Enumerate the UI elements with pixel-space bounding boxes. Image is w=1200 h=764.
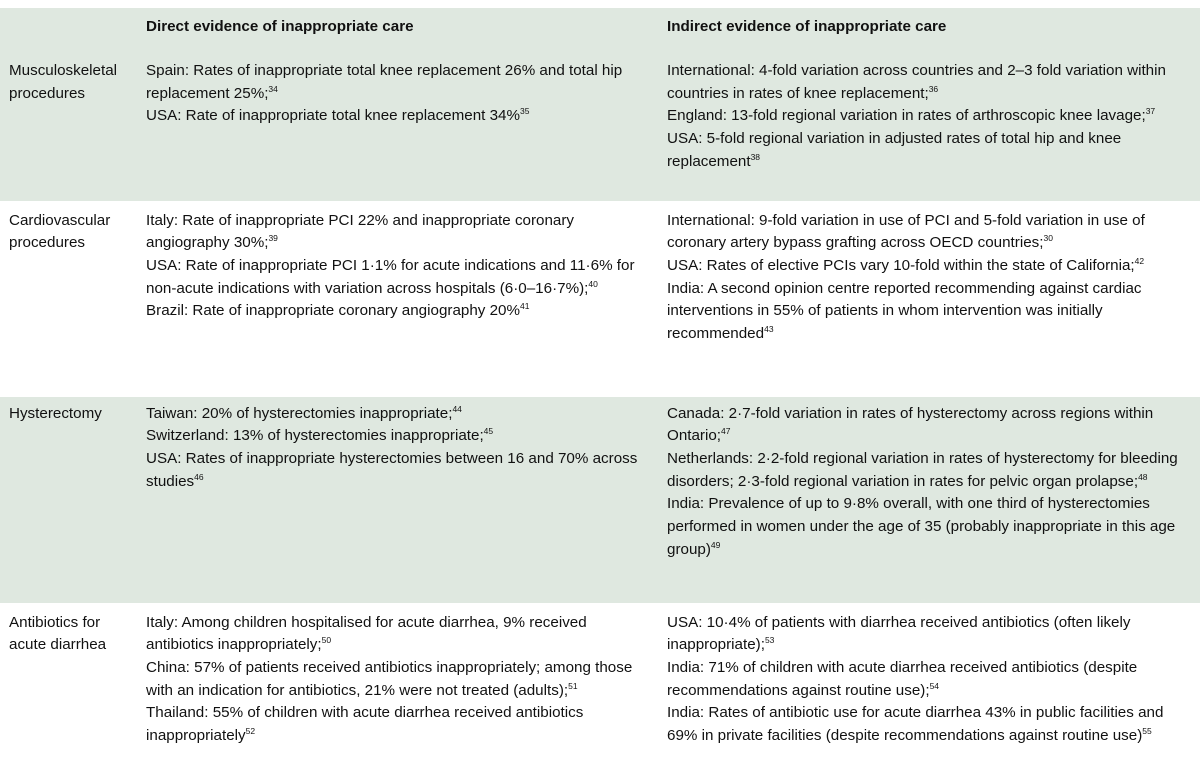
indirect-evidence-cell [667,395,1200,604]
reference-number: 46 [194,471,204,482]
reference-number: 35 [520,106,530,117]
evidence-item [146,105,657,128]
table-header-row [0,8,1200,54]
direct-evidence-cell [146,395,667,604]
reference-number: 52 [245,725,256,736]
evidence-text: USA: Rates of inappropriate hysterectomies between 16 and 70% across studies [146,449,638,490]
evidence-text: USA: Rates of elective PCIs vary 10-fold within the state of California; [667,256,1135,274]
reference-number: 36 [928,83,939,94]
evidence-text: India: Prevalence of up to 9·8% overall, with one third of hysterectomies performed in women under the age of 35 (probably inappropriate in this age group) [667,495,1176,558]
evidence-text: USA: Rate of inappropriate total knee replacement 34% [146,107,520,125]
procedure-cell [0,604,146,764]
evidence-item [667,60,1186,105]
evidence-item [667,493,1186,561]
evidence-text: Italy: Among children hospitalised for acute diarrhea, 9% received antibiotics inappropriately; [146,613,587,654]
evidence-item [667,657,1186,702]
table-row [0,54,1200,202]
evidence-item [146,702,657,747]
indirect-evidence-cell [667,202,1200,395]
evidence-item [667,255,1186,278]
reference-number: 37 [1145,106,1156,117]
evidence-item [146,403,657,426]
reference-number: 45 [483,426,494,437]
table-row [0,395,1200,604]
evidence-item [667,278,1186,346]
evidence-item [667,105,1186,128]
evidence-item [146,210,657,255]
top-margin [0,0,1200,8]
reference-number: 43 [764,323,774,334]
reference-number: 42 [1134,255,1145,266]
reference-number: 54 [929,680,940,691]
reference-number: 30 [1043,233,1053,244]
evidence-text: Brazil: Rate of inappropriate coronary angiography 20% [146,302,520,320]
evidence-item [667,448,1186,493]
header-procedure [0,8,146,54]
reference-number: 44 [452,403,462,414]
evidence-item [146,425,657,448]
evidence-text: USA: Rate of inappropriate PCI 1·1% for acute indications and 11·6% for non-acute indications with variation across hospitals (6·0–16·7%); [146,256,635,297]
evidence-item [667,612,1186,657]
direct-evidence-cell [146,54,667,202]
table-row [0,604,1200,764]
direct-evidence-cell [146,202,667,395]
reference-number: 49 [710,539,721,550]
procedure-label: Hysterectomy [9,404,102,422]
indirect-evidence-cell [667,54,1200,202]
evidence-item [667,210,1186,255]
evidence-item [146,612,657,657]
indirect-evidence-cell [667,604,1200,764]
reference-number: 39 [268,233,278,244]
header-direct-evidence: Direct evidence of inappropriate care [146,18,414,35]
procedure-label: acute diarrhea [9,636,107,654]
evidence-item [146,255,657,300]
evidence-item [146,448,657,493]
evidence-text: USA: 10·4% of patients with diarrhea received antibiotics (often likely inappropriate); [667,613,1131,654]
evidence-text: India: 71% of children with acute diarrhea received antibiotics (despite recommendations against routine use); [667,658,1138,699]
evidence-text: Canada: 2·7-fold variation in rates of hysterectomy across regions within Ontario; [667,404,1154,445]
evidence-text: India: A second opinion centre reported recommending against cardiac interventions in 55% of patients in whom intervention was initially recommended [667,279,1142,343]
procedure-label: Musculoskeletal [9,62,118,79]
evidence-item [146,300,657,323]
reference-number: 40 [588,278,598,289]
evidence-text: USA: 5-fold regional variation in adjusted rates of total hip and knee replacement [667,130,1122,170]
procedure-label: procedures [9,84,85,102]
procedure-cell [0,395,146,604]
evidence-text: Italy: Rate of inappropriate PCI 22% and inappropriate coronary angiography 30%; [146,211,575,252]
header-indirect-evidence: Indirect evidence of inappropriate care [667,18,947,35]
evidence-text: Taiwan: 20% of hysterectomies inappropriate; [146,404,453,422]
procedure-label: Cardiovascular [9,211,111,229]
evidence-text: International: 9-fold variation in use of PCI and 5-fold variation in use of coronary artery bypass grafting across OECD countries; [667,211,1145,252]
direct-evidence-cell [146,604,667,764]
procedure-cell [0,202,146,395]
evidence-text: International: 4-fold variation across countries and 2–3 fold variation within countries in rates of knee replacement; [667,62,1166,102]
reference-number: 41 [520,301,530,312]
evidence-item [667,702,1186,747]
reference-number: 48 [1138,471,1148,482]
reference-number: 38 [750,151,761,162]
evidence-text: Thailand: 55% of children with acute diarrhea received antibiotics inappropriately [146,704,584,745]
evidence-table [0,8,1200,764]
table-body [0,54,1200,764]
evidence-item [146,60,657,105]
reference-number: 55 [1142,725,1152,736]
reference-number: 34 [268,83,278,94]
reference-number: 51 [568,680,578,691]
reference-number: 50 [321,635,332,646]
procedure-label: Antibiotics for [9,613,101,631]
procedure-label: procedures [9,234,85,252]
reference-number: 47 [721,426,731,437]
evidence-item [667,403,1186,448]
evidence-text: China: 57% of patients received antibiotics inappropriately; among those with an indication for antibiotics, 21% were not treated (adults); [146,658,633,699]
table-row [0,202,1200,395]
evidence-text: India: Rates of antibiotic use for acute diarrhea 43% in public facilities and 69% in private facilities (despite recommendations against routine use) [667,704,1164,745]
evidence-item [146,657,657,702]
reference-number: 53 [764,635,775,646]
evidence-item [667,128,1186,173]
evidence-text: Netherlands: 2·2-fold regional variation in rates of hysterectomy for bleeding disorders; 2·3-fold regional variation in rates for pelvic organ prolapse; [667,449,1178,490]
evidence-text: England: 13-fold regional variation in rates of arthroscopic knee lavage; [667,107,1146,125]
evidence-text: Spain: Rates of inappropriate total knee replacement 26% and total hip replacement 25%; [146,62,623,102]
evidence-text: Switzerland: 13% of hysterectomies inappropriate; [146,427,484,445]
procedure-cell [0,54,146,202]
